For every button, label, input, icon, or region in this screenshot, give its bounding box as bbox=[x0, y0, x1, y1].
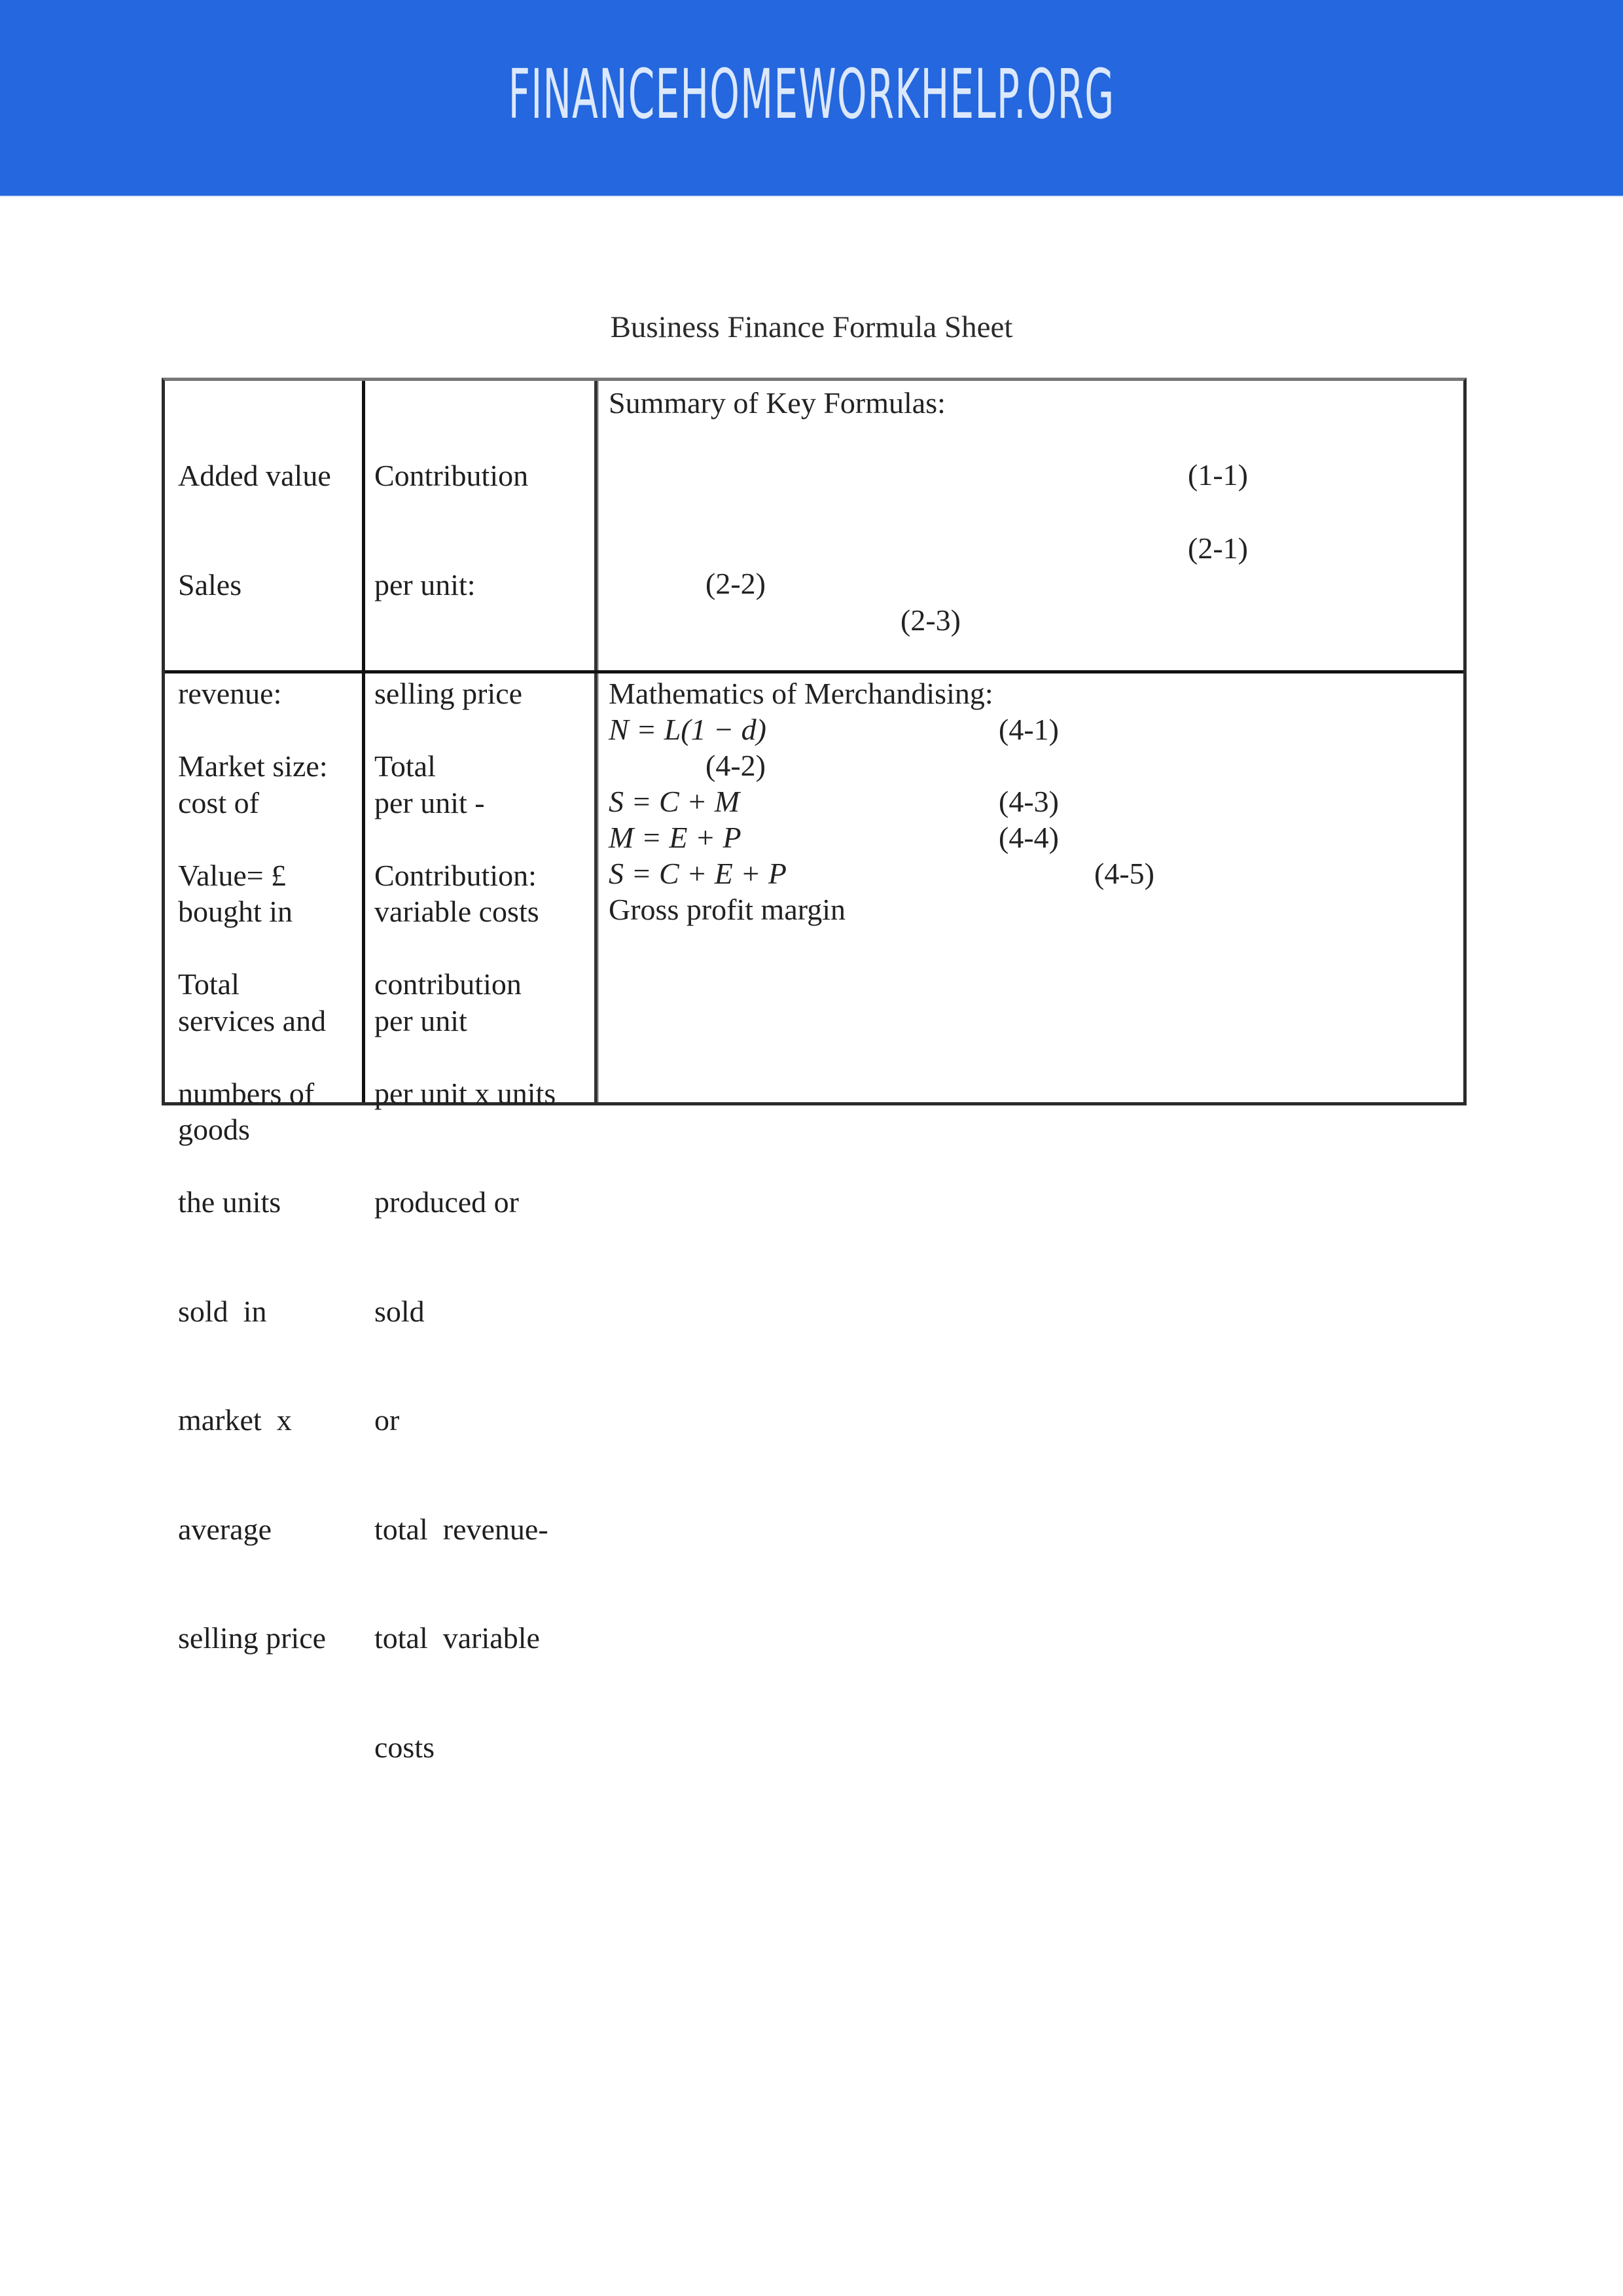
cell-line: or bbox=[374, 1403, 400, 1437]
formula-label: (4-1) bbox=[999, 713, 1059, 746]
equation-label: (2-3) bbox=[901, 603, 961, 637]
cell-line: total variable bbox=[374, 1621, 540, 1655]
gross-profit-margin-label: Gross profit margin bbox=[609, 893, 846, 926]
document-title: Business Finance Formula Sheet bbox=[610, 310, 1013, 344]
formula-label: (4-3) bbox=[999, 785, 1059, 818]
row-divider bbox=[165, 670, 1463, 673]
formula-label: (4-2) bbox=[705, 749, 766, 782]
cell-line: per unit x units bbox=[374, 1076, 556, 1110]
formula-expression: N = L(1 − d) bbox=[609, 713, 766, 746]
cell-line: total revenue- bbox=[374, 1512, 548, 1546]
cell-line: average bbox=[178, 1512, 272, 1546]
cell-line: goods bbox=[178, 1113, 250, 1146]
formula-label: (4-4) bbox=[999, 821, 1059, 854]
formula-expression: S = C + M bbox=[609, 785, 740, 818]
cell-line: selling price bbox=[178, 1621, 327, 1655]
cell-line: variable costs bbox=[374, 895, 539, 928]
site-name: FINANCEHOMEWORKHELP.ORG bbox=[508, 54, 1115, 134]
cell-line: contribution bbox=[374, 967, 522, 1001]
cell-line: per unit bbox=[374, 1003, 467, 1037]
site-banner bbox=[0, 0, 1623, 197]
cell-line: per unit - bbox=[374, 785, 485, 819]
formula-expression: M = E + P bbox=[609, 821, 741, 854]
total-contribution-cell bbox=[374, 675, 556, 1838]
cell-line: Value= £ bbox=[178, 858, 287, 892]
formula-table bbox=[162, 378, 1467, 1764]
cell-line: Contribution bbox=[374, 459, 529, 492]
merchandising-heading: Mathematics of Merchandising: bbox=[609, 677, 993, 710]
column-divider-1 bbox=[362, 381, 365, 1102]
cell-line: Total bbox=[374, 749, 436, 783]
cell-line: the units bbox=[178, 1185, 281, 1219]
cell-line: produced or bbox=[374, 1185, 519, 1219]
equation-label: (2-1) bbox=[1188, 531, 1248, 565]
cell-line: Sales bbox=[178, 567, 242, 601]
formula-label: (4-5) bbox=[1094, 857, 1154, 890]
column-divider-2 bbox=[594, 381, 597, 1102]
market-size-cell bbox=[178, 675, 328, 1729]
cell-line: per unit: bbox=[374, 567, 476, 601]
cell-line: Total bbox=[178, 967, 240, 1001]
cell-line: services and bbox=[178, 1003, 327, 1037]
equation-label: (1-1) bbox=[1188, 458, 1248, 492]
cell-line: selling price bbox=[374, 677, 523, 710]
equation-label: (2-2) bbox=[705, 567, 766, 600]
cell-line: market x bbox=[178, 1403, 292, 1437]
cell-line: sold bbox=[374, 1294, 425, 1328]
cell-line: costs bbox=[374, 1730, 435, 1764]
cell-line: Contribution: bbox=[374, 858, 537, 892]
cell-line: numbers of bbox=[178, 1076, 315, 1110]
key-formulas-heading: Summary of Key Formulas: bbox=[609, 386, 946, 420]
cell-line: Market size: bbox=[178, 749, 328, 783]
cell-line: cost of bbox=[178, 785, 259, 819]
cell-line: sold in bbox=[178, 1294, 267, 1328]
cell-line: bought in bbox=[178, 895, 293, 928]
formula-expression: S = C + E + P bbox=[609, 857, 787, 890]
cell-line: revenue: bbox=[178, 677, 282, 710]
cell-line: Added value bbox=[178, 459, 331, 492]
